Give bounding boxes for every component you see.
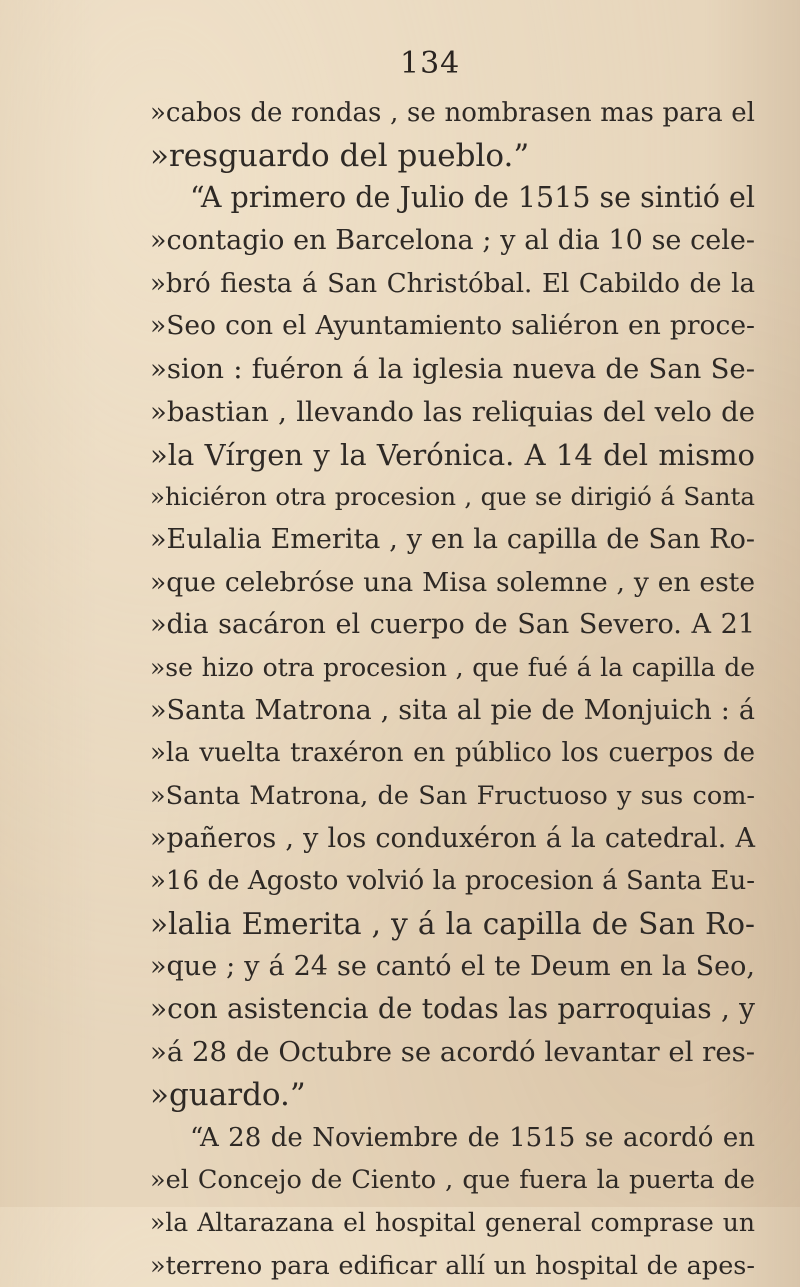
text-line: »guardo.” <box>150 1076 306 1113</box>
text-line: »Seo con el Ayuntamiento saliéron en proce- <box>150 310 755 342</box>
text-line: »Santa Matrona, de San Fructuoso y sus com- <box>150 781 755 811</box>
paragraph-start-line: “A primero de Julio de 1515 se sintió el <box>190 181 755 215</box>
text-line: »el Concejo de Ciento , que fuera la puerta de <box>150 1165 755 1196</box>
text-line: »hiciéron otra procesion , que se dirigió á Santa <box>150 482 755 512</box>
text-line: »se hizo otra procesion , que fué á la capilla de <box>150 652 755 682</box>
text-line: »16 de Agosto volvió la procesion á Santa Eu- <box>150 866 755 897</box>
text-line: »sion : fuéron á la iglesia nueva de San Se- <box>150 353 755 386</box>
text-line: »á 28 de Octubre se acordó levantar el res- <box>150 1036 755 1069</box>
text-line: »Santa Matrona , sita al pie de Monjuich : á <box>150 694 755 726</box>
text-line: »la Altarazana el hospital general comprase un <box>150 1207 755 1237</box>
text-line: »la vuelta traxéron en público los cuerpos de <box>150 738 755 769</box>
text-line: »lalia Emerita , y á la capilla de San Ro- <box>150 907 755 942</box>
text-line: »que celebróse una Misa solemne , y en este <box>150 566 755 598</box>
text-line: »bastian , llevando las reliquias del velo de <box>150 395 755 428</box>
paragraph-start-line: “A 28 de Noviembre de 1515 se acordó en <box>190 1122 755 1153</box>
text-line: »contagio en Barcelona ; y al dia 10 se cele- <box>150 225 755 257</box>
text-line: »cabos de rondas , se nombrasen mas para el <box>150 98 755 128</box>
text-line: »Eulalia Emerita , y en la capilla de San Ro- <box>150 523 755 555</box>
text-line: »con asistencia de todas las parroquias , y <box>150 992 755 1026</box>
text-line: »que ; y á 24 se cantó el te Deum en la Seo, <box>150 950 755 982</box>
text-line: »pañeros , y los conduxéron á la catedral. A <box>150 822 755 854</box>
body-text <box>150 92 755 1287</box>
text-line: »dia sacáron el cuerpo de San Severo. A 21 <box>150 609 755 641</box>
text-line: »bró fiesta á San Christóbal. El Cabildo de la <box>150 268 755 299</box>
text-line: »resguardo del pueblo.” <box>150 137 530 174</box>
text-line: »la Vírgen y la Verónica. A 14 del mismo <box>150 437 755 472</box>
page-number: 134 <box>400 46 461 81</box>
text-line: »terreno para edificar allí un hospital de apes- <box>150 1250 755 1281</box>
